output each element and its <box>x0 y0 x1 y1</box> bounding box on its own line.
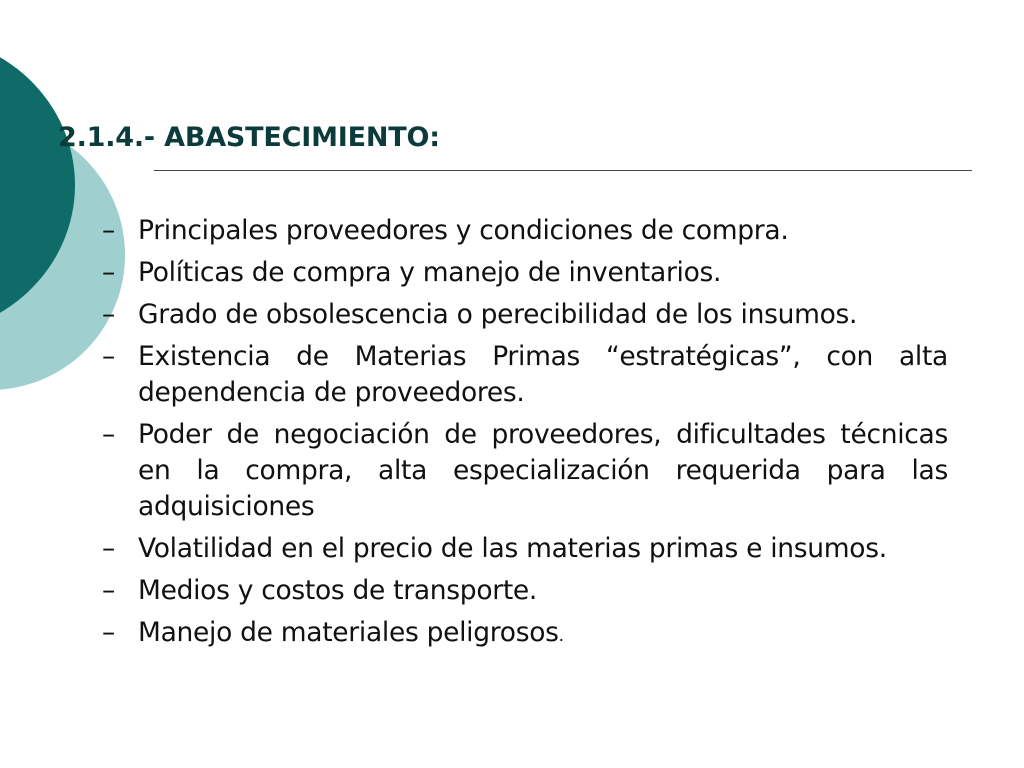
bullet-item <box>102 573 948 609</box>
bullet-text: Manejo de materiales peligrosos <box>138 617 559 648</box>
bullet-item <box>102 213 948 249</box>
bullet-item <box>102 297 948 333</box>
bullet-text: Volatilidad en el precio de las materias primas e insumos. <box>138 533 887 564</box>
bullet-dash: – <box>102 533 115 564</box>
bullet-item <box>102 339 948 411</box>
bullet-text: Principales proveedores y condiciones de compra. <box>138 215 789 246</box>
bullet-item <box>102 531 948 567</box>
title-underline <box>154 170 972 171</box>
bullet-item <box>102 255 948 291</box>
bullet-text: Medios y costos de transporte. <box>138 575 538 606</box>
bullet-dash: – <box>102 299 115 330</box>
bullet-dash: – <box>102 575 115 606</box>
bullet-dash: – <box>102 617 115 648</box>
bullet-item <box>102 615 948 654</box>
bullet-end-period: . <box>558 626 564 646</box>
bullet-dash: – <box>102 341 115 372</box>
bullet-text: Políticas de compra y manejo de inventarios. <box>138 257 722 288</box>
bullet-text: Poder de negociación de proveedores, dificultades técnicas en la compra, alta especialización requerida para las adquisiciones <box>138 419 948 522</box>
bullet-list <box>102 213 948 660</box>
bullet-text: Grado de obsolescencia o perecibilidad de los insumos. <box>138 299 858 330</box>
bullet-item <box>102 417 948 525</box>
slide-title: 2.1.4.- ABASTECIMIENTO: <box>58 122 440 153</box>
bullet-text: Existencia de Materias Primas “estratégicas”, con alta dependencia de proveedores. <box>138 341 948 408</box>
bullet-dash: – <box>102 419 115 450</box>
bullet-dash: – <box>102 257 115 288</box>
bullet-dash: – <box>102 215 115 246</box>
